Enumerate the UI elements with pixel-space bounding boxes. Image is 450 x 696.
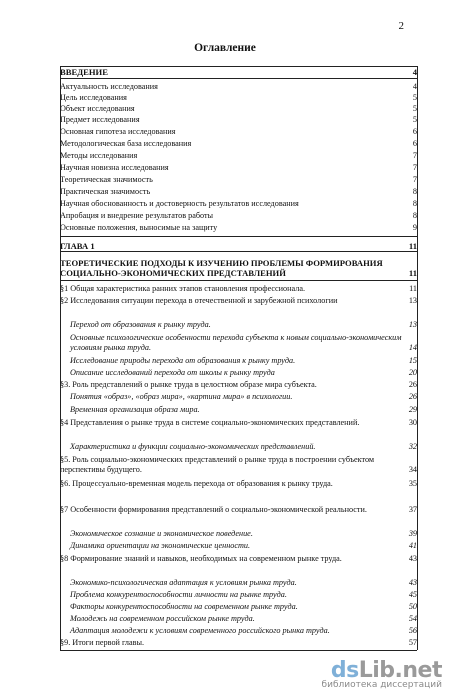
toc-entry-text: §3. Роль представлений о рынке труда в целостном образе мира субъекта. [60, 380, 317, 389]
toc-entry[interactable] [60, 258, 417, 278]
toc-entry[interactable] [60, 380, 417, 390]
toc-entry-text: Актуальность исследования [60, 82, 158, 91]
toc-entry-text: §7 Особенности формирования представлений о социально-экономической реальности. [60, 505, 367, 514]
toc-entry[interactable] [60, 241, 417, 251]
toc-entry[interactable] [60, 175, 417, 185]
toc-entry[interactable] [60, 455, 417, 475]
page-number: 2 [398, 20, 404, 32]
toc-entry-page: 5 [412, 115, 417, 124]
toc-entry-text: Методы исследования [60, 151, 138, 160]
toc-entry-text: Экономическое сознание и экономическое поведение. [70, 529, 253, 538]
toc-entry[interactable] [60, 284, 417, 294]
toc-entry-page: 13 [408, 320, 417, 329]
toc-entry-page: 34 [408, 465, 417, 474]
toc-entry[interactable] [60, 82, 417, 92]
toc-entry-page: 57 [408, 638, 417, 647]
toc-entry-text: Основные психологические особенности перехода субъекта к новым социально-экономическим условиям рынка труда. [70, 333, 402, 352]
toc-entry-page: 4 [412, 67, 417, 77]
toc-entry-page: 7 [412, 175, 417, 184]
toc-border-left [60, 66, 61, 650]
toc-entry-page: 39 [408, 529, 417, 538]
toc-entry-page: 5 [412, 93, 417, 102]
toc-entry-page: 11 [409, 284, 417, 293]
toc-border-bottom [60, 650, 417, 651]
watermark [322, 658, 442, 690]
toc-entry[interactable] [60, 356, 417, 366]
toc-entry[interactable] [60, 139, 417, 149]
toc-entry-page: 14 [408, 343, 417, 352]
toc-entry-text: Предмет исследования [60, 115, 140, 124]
toc-entry-text: Научная обоснованность и достоверность результатов исследования [60, 199, 299, 208]
toc-entry-text: Временная организация образа мира. [70, 405, 200, 414]
toc-entry[interactable] [60, 296, 417, 306]
toc-entry-page: 30 [408, 418, 417, 427]
toc-entry[interactable] [60, 578, 417, 588]
toc-entry-text: §1 Общая характеристика ранних этапов становления профессионала. [60, 284, 306, 293]
toc-entry-text: Апробация и внедрение результатов работы [60, 211, 214, 220]
toc-entry-page: 6 [412, 127, 417, 136]
toc-entry[interactable] [60, 418, 417, 428]
toc-entry[interactable] [60, 638, 417, 648]
toc-entry[interactable] [60, 529, 417, 539]
toc-entry-text: Объект исследования [60, 104, 135, 113]
toc-entry-page: 6 [412, 139, 417, 148]
toc-entry-page: 32 [408, 442, 417, 451]
toc-entry-text: Основные положения, выносимые на защиту [60, 223, 218, 232]
toc-entry[interactable] [60, 104, 417, 114]
toc-entry-page: 56 [408, 626, 417, 635]
toc-entry[interactable] [60, 590, 417, 600]
toc-entry-page: 43 [408, 554, 417, 563]
toc-divider [60, 280, 417, 281]
toc-entry-text: Описание исследований перехода от школы к рынку труда [70, 368, 275, 377]
toc-entry[interactable] [60, 67, 417, 77]
toc-entry-text: §6. Процессуально-временная модель перехода от образования к рынку труда. [60, 479, 333, 488]
toc-entry-page: 50 [408, 602, 417, 611]
watermark-logo: dsLib.net [330, 658, 442, 683]
toc-entry[interactable] [60, 442, 417, 452]
toc-entry-page: 35 [408, 479, 417, 488]
toc-entry[interactable] [60, 626, 417, 636]
toc-entry-page: 26 [408, 380, 417, 389]
toc-entry-text: Методологическая база исследования [60, 139, 192, 148]
toc-entry-text: Понятия «образ», «образ мира», «картина мира» в психологии. [70, 392, 293, 401]
toc-entry-text: ТЕОРЕТИЧЕСКИЕ ПОДХОДЫ К ИЗУЧЕНИЮ ПРОБЛЕМЫ ФОРМИРОВАНИЯ СОЦИАЛЬНО-ЭКОНОМИЧЕСКИХ ПРЕДСТАВЛЕНИЙ [60, 258, 383, 278]
toc-entry[interactable] [60, 320, 417, 330]
toc-entry[interactable] [60, 127, 417, 137]
toc-entry[interactable] [60, 333, 417, 353]
toc-entry[interactable] [60, 211, 417, 221]
toc-entry-page: 29 [408, 405, 417, 414]
toc-border-top [60, 66, 417, 67]
watermark-subtitle: библиотека диссертаций [321, 680, 442, 690]
toc-entry-text: §9. Итоги первой главы. [60, 638, 145, 647]
toc-entry-page: 37 [408, 505, 417, 514]
toc-entry-text: Проблема конкурентоспособности личности на рынке труда. [70, 590, 287, 599]
toc-divider [60, 236, 417, 237]
toc-entry-page: 8 [412, 187, 417, 196]
toc-entry-page: 26 [408, 392, 417, 401]
toc-entry-text: ВВЕДЕНИЕ [60, 67, 108, 77]
toc-entry-page: 8 [412, 211, 417, 220]
toc-border-right [417, 66, 418, 650]
toc-entry-text: Факторы конкурентоспособности на современном рынке труда. [70, 602, 298, 611]
toc-entry-text: Экономико-психологическая адаптация к условиям рынка труда. [70, 578, 297, 587]
toc-entry[interactable] [60, 479, 417, 489]
toc-entry[interactable] [60, 163, 417, 173]
toc-entry[interactable] [60, 392, 417, 402]
toc-entry[interactable] [60, 505, 417, 515]
toc-entry-text: Динамика ориентации на экономические ценности. [70, 541, 251, 550]
toc-entry-page: 11 [408, 268, 417, 278]
toc-entry-text: §8 Формирование знаний и навыков, необходимых на современном рынке труда. [60, 554, 342, 563]
toc-entry-text: §4 Представления о рынке труда в системе социально-экономических представлений. [60, 418, 360, 427]
toc-entry-page: 11 [408, 241, 417, 251]
toc-entry[interactable] [60, 554, 417, 564]
toc-entry-text: Исследование природы перехода от образования к рынку труда. [70, 356, 296, 365]
toc-entry-text: Переход от образования к рынку труда. [70, 320, 211, 329]
toc-entry-page: 20 [408, 368, 417, 377]
toc-entry-page: 41 [408, 541, 417, 550]
toc-entry-text: ГЛАВА 1 [60, 241, 95, 251]
toc-divider [60, 78, 417, 79]
toc-entry-text: Адаптация молодежи к условиям современного российского рынка труда. [70, 626, 330, 635]
toc-entry-page: 45 [408, 590, 417, 599]
toc-entry-text: Основная гипотеза исследования [60, 127, 176, 136]
toc-entry[interactable] [60, 614, 417, 624]
toc-entry[interactable] [60, 93, 417, 103]
toc-title: Оглавление [194, 42, 256, 54]
toc-entry-page: 7 [412, 163, 417, 172]
toc-entry-text: Научная новизна исследования [60, 163, 169, 172]
toc-entry-text: Теоретическая значимость [60, 175, 153, 184]
toc-entry-page: 15 [408, 356, 417, 365]
toc-entry-page: 54 [408, 614, 417, 623]
toc-entry[interactable] [60, 151, 417, 161]
toc-entry-page: 8 [412, 199, 417, 208]
toc-entry-page: 13 [408, 296, 417, 305]
toc-entry-page: 9 [412, 223, 417, 232]
toc-entry-page: 7 [412, 151, 417, 160]
toc-entry[interactable] [60, 602, 417, 612]
toc-entry-page: 4 [412, 82, 417, 91]
toc-entry-text: Цель исследования [60, 93, 127, 102]
toc-entry[interactable] [60, 187, 417, 197]
toc-entry[interactable] [60, 199, 417, 209]
toc-entry[interactable] [60, 405, 417, 415]
toc-entry[interactable] [60, 368, 417, 378]
toc-entry-text: Практическая значимость [60, 187, 151, 196]
toc-entry[interactable] [60, 541, 417, 551]
toc-entry[interactable] [60, 223, 417, 233]
toc-entry-text: Молодежь на современном российском рынке труда. [70, 614, 255, 623]
toc-entry-text: Характеристика и функции социально-экономических представлений. [70, 442, 316, 451]
toc-entry-page: 5 [412, 104, 417, 113]
toc-divider [60, 251, 417, 252]
toc-entry[interactable] [60, 115, 417, 125]
toc-entry-text: §5. Роль социально-экономических представлений о рынке труда в построении субъектом перспективы будущего. [60, 455, 375, 474]
toc-entry-text: §2 Исследования ситуации перехода в отечественной и зарубежной психологии [60, 296, 338, 305]
toc-entry-page: 43 [408, 578, 417, 587]
